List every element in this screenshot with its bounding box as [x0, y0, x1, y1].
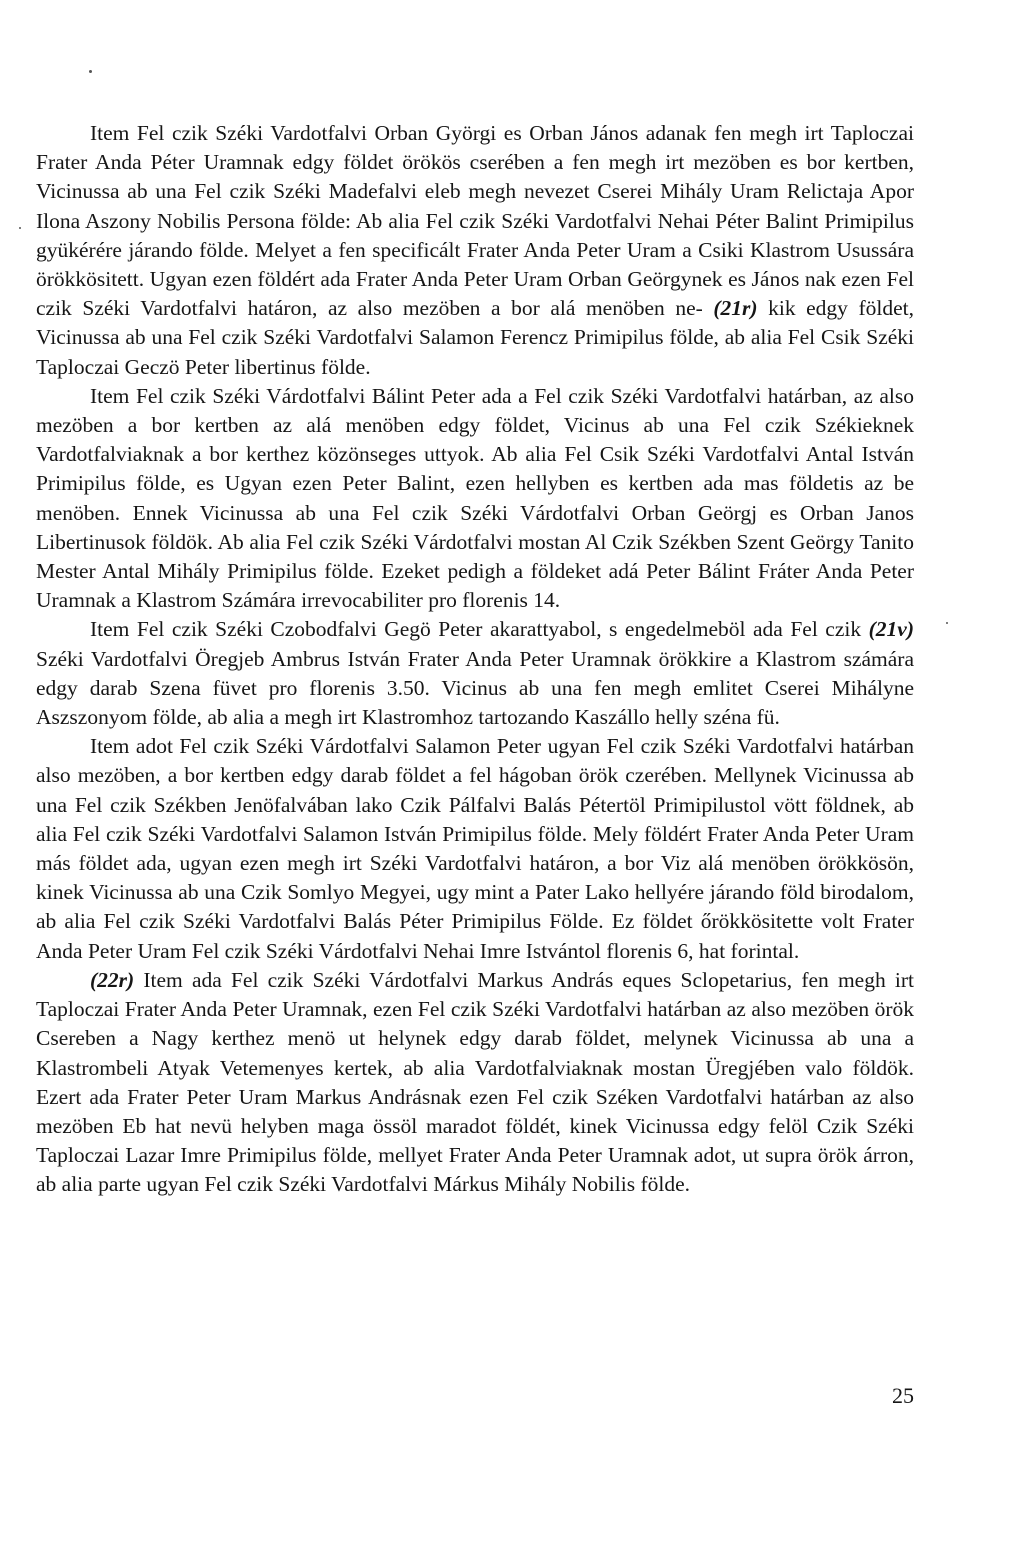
paragraph-text: kik edgy földet, Vicinussa ab una Fel czik Széki Vardotfalvi Salamon Ferencz Primipilus földe, ab alia Fel Csik Széki Taploczai Geczö Peter libertinus földe. — [36, 296, 915, 379]
folio-reference: (21r) — [713, 296, 758, 321]
folio-reference: (21v) — [868, 617, 914, 642]
paragraph-text: Item ada Fel czik Széki Várdotfalvi Markus András eques Sclopetarius, fen megh irt Taploczai Frater Anda Peter Uramnak, ezen Fel czik Széki Vardotfalvi határban az also mezöben örök Csereben a Nagy kerthez menö ut helynek edgy darab földet, melynek Vicinussa ab una a Klastrombeli Atyak Vetemenyes kertek, ab alia Vardotfalviaknak mostan Üregjében valo földök. Ezert ada Frater Peter Uram Markus Andrásnak ezen Fel czik Széken Vardotfalvi határban az also mezöben Eb hat nevü helyben maga össöl maradot földét, kinek Vicinussa edgy felöl Czik Széki Taploczai Lazar Imre Primipilus földe, mellyet Frater Anda Peter Uramnak adot, ut supra örök árron, ab alia parte ugyan Fel czik Széki Vardotfalvi Márkus Mihály Nobilis földe. — [36, 967, 914, 1197]
paragraph — [36, 119, 914, 382]
paragraph-text: Item adot Fel czik Széki Várdotfalvi Salamon Peter ugyan Fel czik Széki Vardotfalvi határban also mezöben, a bor kertben edgy darab földet a fel hágoban örök czerében. Mellynek Vicinussa ab una Fel czik Székben Jenöfalvában lako Czik Pálfalvi Balás Pétertöl Primipilustol vött földnek, ab alia Fel czik Széki Vardotfalvi Salamon István Primipilus földe. Mely földért Frater Anda Peter Uram más földet ada, ugyan ezen megh irt Széki Vardotfalvi határon, a bor Viz alá menöben örökkösön, kinek Vicinussa ab una Czik Somlyo Megyei, ugy mint a Pater Lako hellyére járando föld birodalom, ab alia Fel czik Széki Vardotfalvi Balás Péter Primipilus Földe. Ez földet őrökkösitette volt Frater Anda Peter Uram Fel czik Széki Várdotfalvi Nehai Imre Istvántol florenis 6, hat forintal. — [36, 734, 914, 963]
folio-reference: (22r) — [90, 967, 135, 992]
page-number: 25 — [892, 1383, 914, 1408]
paragraph-text: Item Fel czik Széki Várdotfalvi Bálint Peter ada a Fel czik Széki Vardotfalvi határban, az also mezöben a bor kertben az alá menöben edgy földet, Vicinus ab una Fel czik Székieknek Vardotfalviaknak a bor kerthez közönseges uttyok. Ab alia Fel Csik Széki Vardotfalvi Antal István Primipilus földe, es Ugyan ezen Peter Balint, ezen hellyben es kertben ada mas földetis az be menöben. Ennek Vicinussa ab una Fel czik Széki Várdotfalvi Orban Geörgj es Orban Janos Libertinusok földök. Ab alia Fel czik Széki Várdotfalvi mostan Al Czik Székben Szent Geörgy Tanito Mester Antal Mihály Primipilus földe. Ezeket pedigh a földeket adá Peter Bálint Fráter Anda Peter Uramnak a Klastrom Számára irrevocabiliter pro florenis 14. — [36, 383, 914, 613]
scan-speck — [19, 227, 21, 229]
paragraph — [36, 966, 914, 1200]
paragraph — [36, 732, 914, 966]
paragraph-text: Széki Vardotfalvi Öregjeb Ambrus István Frater Anda Peter Uramnak örökkire a Klastrom számára edgy darab Szena füvet pro florenis 3.50. Vicinus ab una fen megh emlitet Cserei Mihályne Aszszonyom földe, ab alia a megh irt Klastromhoz tartozando Kaszállo helly széna fü. — [36, 646, 914, 730]
paragraph — [36, 615, 914, 732]
scan-speck — [89, 70, 92, 73]
paragraph-text: Item Fel czik Széki Vardotfalvi Orban Györgi es Orban János adanak fen megh irt Taploczai Frater Anda Péter Uramnak edgy földet örökös cserében a fen megh irt mezöben es bor kertben, Vicinussa ab una Fel czik Széki Madefalvi eleb megh nevezet Cserei Mihály Uram Relictaja Apor Ilona Aszony Nobilis Persona földe: Ab alia Fel czik Széki Vardotfalvi Nehai Péter Balint Primipilus gyükérére járando földe. Melyet a fen specificált Frater Anda Peter Uram a Csiki Klastrom Usussára örökkösitett. Ugyan ezen földért ada Frater Anda Peter Uram Orban Geörgynek es János nak ezen Fel czik Széki Vardotfalvi határon, az also mezöben a bor alá menöben ne- — [36, 121, 914, 321]
scan-speck — [946, 622, 948, 624]
paragraph-text: Item Fel czik Széki Czobodfalvi Gegö Peter akarattyabol, s engedelmeböl ada Fel czik — [90, 617, 869, 642]
body-text — [36, 119, 914, 1200]
paragraph — [36, 382, 914, 616]
